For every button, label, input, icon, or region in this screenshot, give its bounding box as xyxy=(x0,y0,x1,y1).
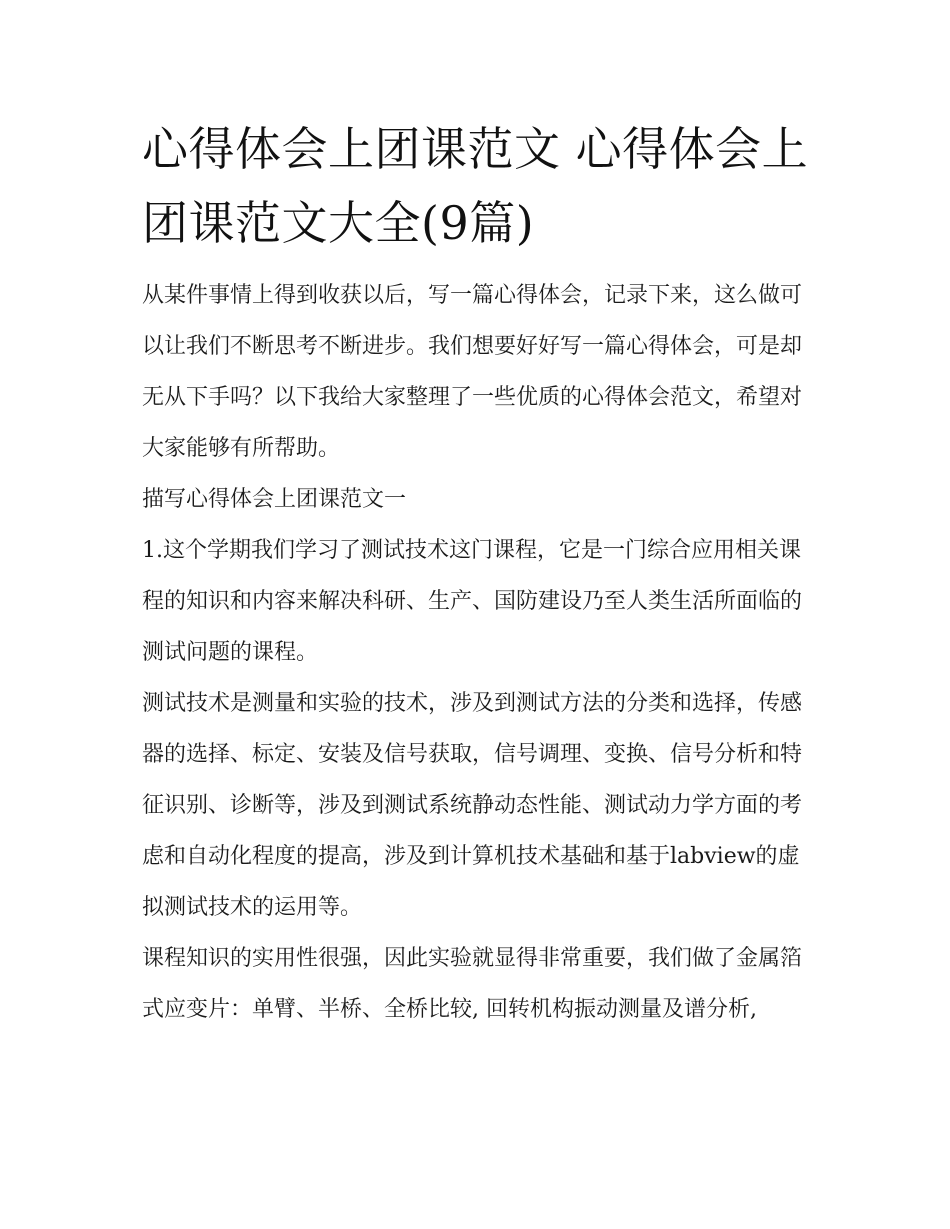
body-paragraph-1: 1.这个学期我们学习了测试技术这门课程，它是一门综合应用相关课程的知识和内容来解决科研、生产、国防建设乃至人类生活所面临的测试问题的课程。 xyxy=(142,538,803,665)
document-body xyxy=(142,112,814,1035)
section-heading: 描写心得体会上团课范文一 xyxy=(142,487,407,512)
body-paragraph-3: 课程知识的实用性很强，因此实验就显得非常重要，我们做了金属箔式应变片：单臂、半桥、全桥比较, 回转机构振动测量及谱分析, xyxy=(142,946,803,1022)
document-title: 心得体会上团课范文 心得体会上团课范文大全(9篇) xyxy=(142,122,809,250)
intro-paragraph: 从某件事情上得到收获以后，写一篇心得体会，记录下来，这么做可以让我们不断思考不断进步。我们想要好好写一篇心得体会，可是却无从下手吗？以下我给大家整理了一些优质的心得体会范文，希望对大家能够有所帮助。 xyxy=(142,283,803,461)
body-paragraph-2: 测试技术是测量和实验的技术，涉及到测试方法的分类和选择，传感器的选择、标定、安装及信号获取，信号调理、变换、信号分析和特征识别、诊断等，涉及到测试系统静动态性能、测试动力学方面的考虑和自动化程度的提高，涉及到计算机技术基础和基于labview的虚拟测试技术的运用等。 xyxy=(142,691,803,920)
